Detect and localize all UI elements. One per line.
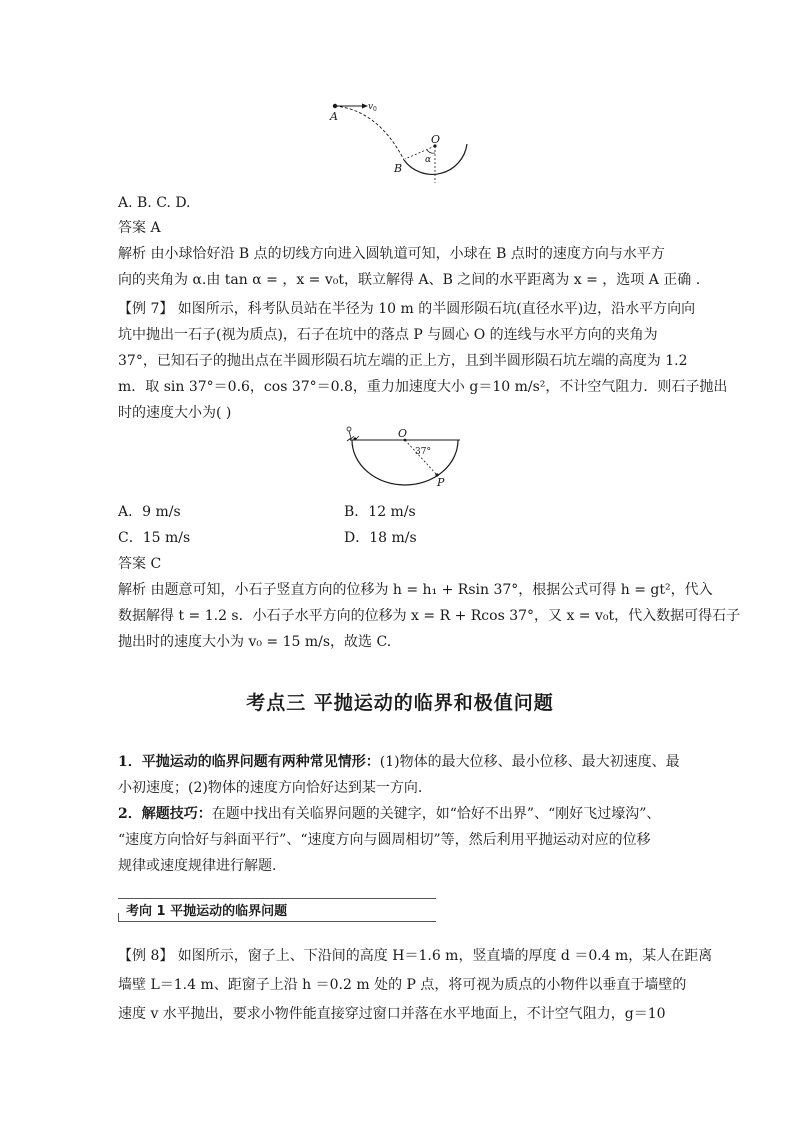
figure-projectile-into-circular-track bbox=[320, 96, 480, 188]
label-o: O bbox=[431, 133, 441, 146]
subhead-title: 考向 1 平抛运动的临界问题 bbox=[126, 904, 288, 919]
option-7-b: B．12 m/s bbox=[344, 504, 416, 520]
point-2-rest: 在题中找出有关临界问题的关键字，如“恰好不出界”、“刚好飞过壕沟”、 bbox=[211, 806, 661, 822]
trajectory-dashed bbox=[335, 106, 404, 160]
label-o: O bbox=[398, 427, 408, 440]
explanation-7-line-2: 数据解得 t = 1.2 s．小石子水平方向的位移为 x = R + Rcos 37°，又 x = v₀t，代入数据可得石子 bbox=[118, 608, 741, 624]
point-2-line-1 bbox=[118, 804, 660, 824]
circular-track bbox=[404, 144, 467, 174]
person-head bbox=[347, 427, 351, 431]
example-8-line-3: 速度 v 水平抛出，要求小物件能直接穿过窗口并落在水平地面上，不计空气阻力，g＝10 bbox=[118, 1006, 666, 1022]
label-a: A bbox=[330, 110, 338, 123]
point-1-lead: 1．平抛运动的临界问题有两种常见情形： bbox=[118, 754, 380, 770]
example-8-line-1: 【例 8】 如图所示，窗子上、下沿间的高度 H＝1.6 m，竖直墙的厚度 d ＝0.4 m，某人在距离 bbox=[118, 948, 713, 964]
figure-semicircular-crater bbox=[336, 424, 466, 490]
label-b: B bbox=[394, 162, 403, 175]
label-v0: v bbox=[368, 102, 374, 112]
radius-op-dashed bbox=[405, 440, 436, 474]
example-7-line-1: 【例 7】 如图所示，科考队员站在半径为 10 m 的半圆形陨石坑(直径水平)边，沿水平方向向 bbox=[118, 301, 696, 317]
point-1-line-1 bbox=[118, 752, 680, 772]
explanation-7-line-3: 抛出时的速度大小为 v₀ = 15 m/s，故选 C. bbox=[118, 634, 392, 650]
point-2-lead: 2．解题技巧： bbox=[118, 806, 212, 822]
answer-7: 答案 C bbox=[118, 556, 162, 572]
example-7-line-3: 37°，已知石子的抛出点在半圆形陨石坑左端的正上方，且到半圆形陨石坑左端的高度为 1.2 bbox=[118, 353, 688, 369]
explanation-7-line-1: 解析 由题意可知，小石子竖直方向的位移为 h = h₁ + Rsin 37°，根据公式可得 h = gt²，代入 bbox=[118, 582, 713, 598]
person-body bbox=[349, 431, 351, 438]
label-alpha: α bbox=[425, 155, 432, 165]
example-7-line-5: 时的速度大小为( ) bbox=[118, 405, 232, 421]
point-1-rest: (1)物体的最大位移、最小位移、最大初速度、最 bbox=[379, 754, 680, 770]
label-p: P bbox=[437, 476, 445, 489]
section-title: 考点三 平抛运动的临界和极值问题 bbox=[246, 692, 554, 714]
example-7-line-4: m．取 sin 37°＝0.6，cos 37°＝0.8，重力加速度大小 g＝10 m/s²，不计空气阻力．则石子抛出 bbox=[118, 379, 728, 395]
angle-alpha-arc bbox=[427, 150, 435, 153]
label-37-degrees: 37° bbox=[415, 447, 431, 457]
point-2-line-3: 规律或速度规律进行解题. bbox=[118, 858, 277, 874]
explanation-prev-line-2: 向的夹角为 α.由 tan α = ，x = v₀t，联立解得 A、B 之间的水平距离为 x = ，选项 A 正确 . bbox=[118, 272, 701, 288]
point-2-line-2: “速度方向恰好与斜面平行”、“速度方向与圆周相切”等，然后利用平抛运动对应的位移 bbox=[118, 832, 651, 848]
options-prev: A. B. C. D. bbox=[118, 195, 191, 211]
option-7-a: A．9 m/s bbox=[118, 504, 181, 520]
example-8-line-2: 墙壁 L＝1.4 m、距窗子上沿 h ＝0.2 m 处的 P 点，将可视为质点的小物件以垂直于墙壁的 bbox=[118, 977, 687, 993]
label-v0-sub: 0 bbox=[373, 106, 377, 113]
explanation-prev-line-1: 解析 由小球恰好沿 B 点的切线方向进入圆轨道可知，小球在 B 点时的速度方向与水平方 bbox=[118, 246, 665, 262]
option-7-c: C．15 m/s bbox=[118, 530, 191, 546]
answer-prev: 答案 A bbox=[118, 220, 161, 236]
point-1-line-2: 小初速度；(2)物体的速度方向恰好达到某一方向. bbox=[118, 780, 423, 796]
option-7-d: D．18 m/s bbox=[344, 530, 417, 546]
example-7-line-2: 坑中抛出一石子(视为质点)，石子在坑中的落点 P 与圆心 O 的连线与水平方向的夹角为 bbox=[118, 327, 658, 343]
